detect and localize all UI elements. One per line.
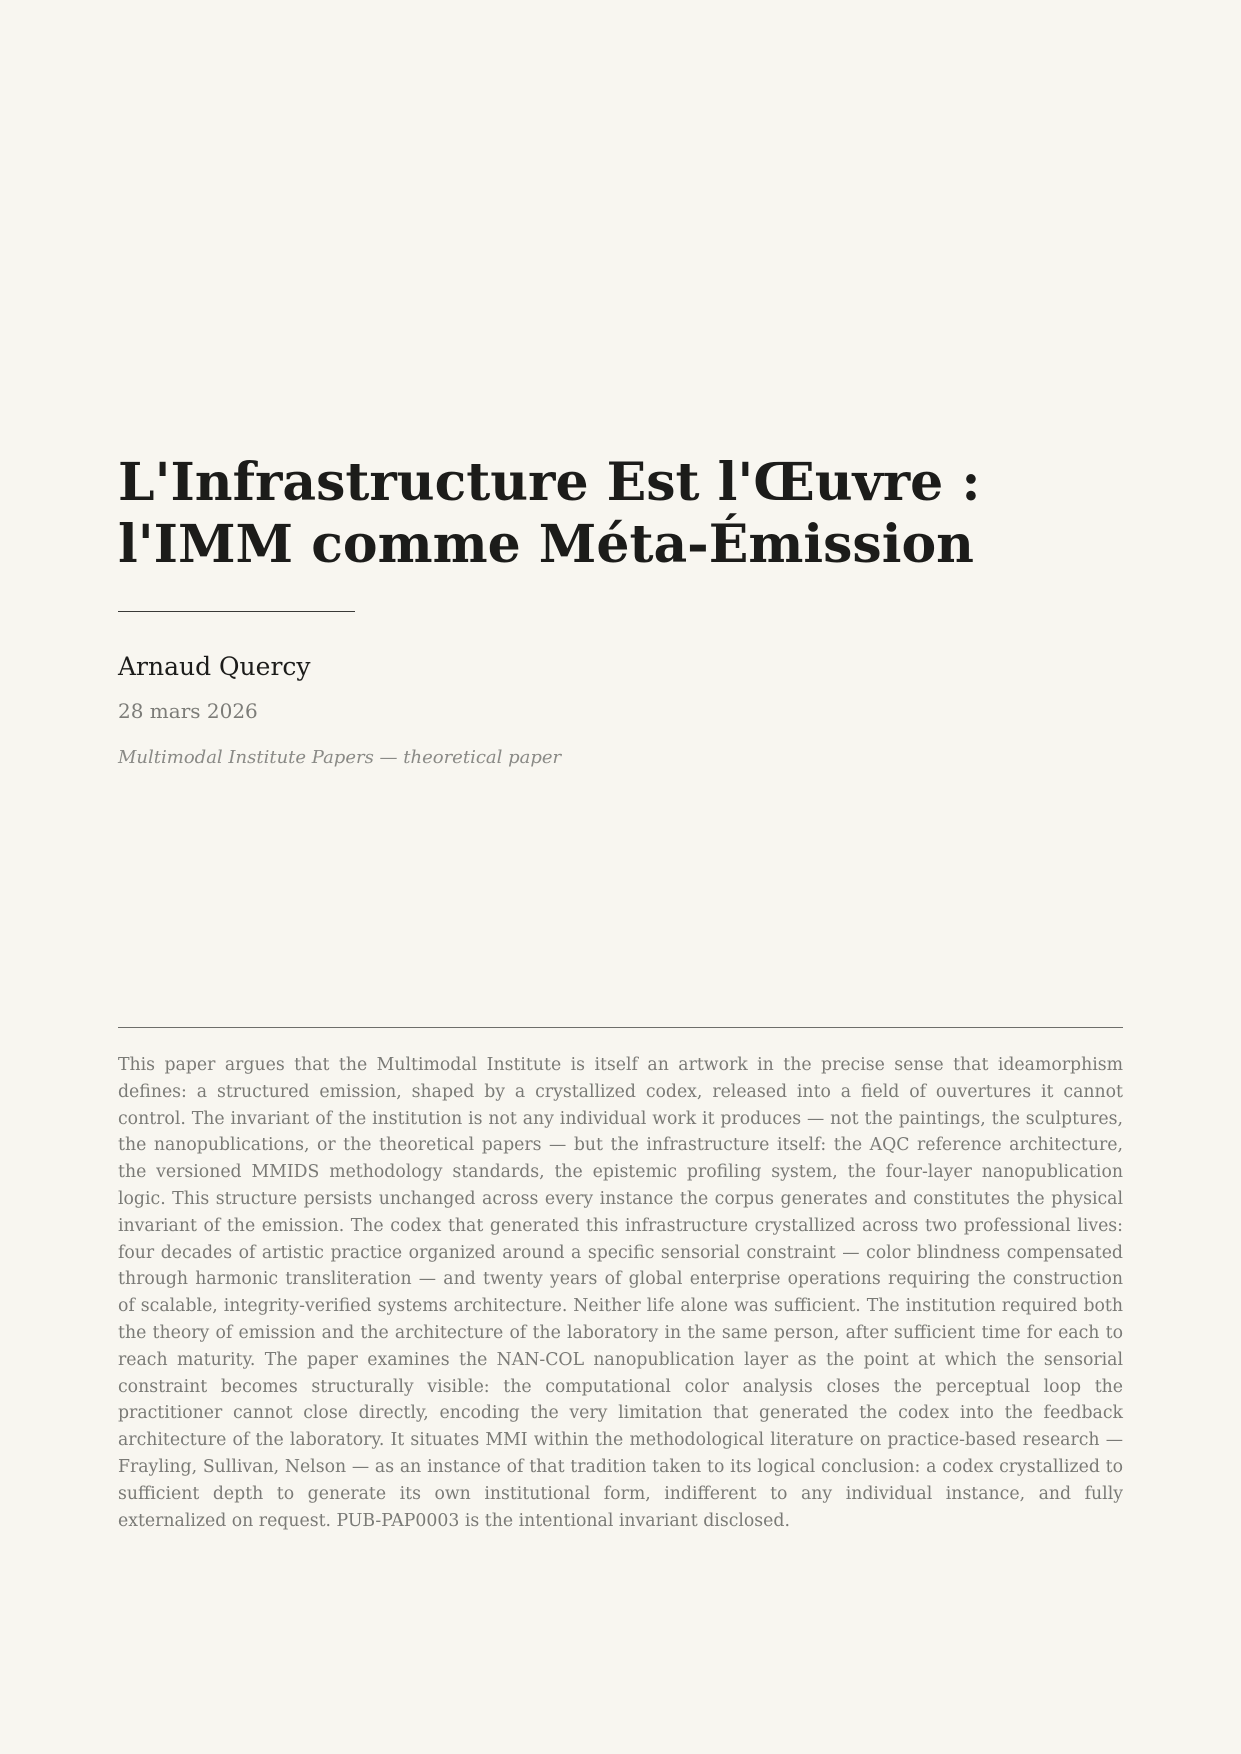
paper-title-line-2: l'IMM comme Méta-Émission bbox=[118, 514, 974, 575]
publication-date: 28 mars 2026 bbox=[118, 699, 258, 723]
paper-title-line-1: L'Infrastructure Est l'Œuvre : bbox=[118, 452, 981, 513]
paper-title bbox=[118, 452, 1128, 576]
author-name: Arnaud Quercy bbox=[118, 652, 311, 681]
abstract-text: This paper argues that the Multimodal Institute is itself an artwork in the precise sense that ideamorphism defines: a structured emission, shaped by a crystallized codex, released into a field of ouvertures it cannot control. The invariant of the institution is not any individual work it produces — not the paintings, the sculptures, the nanopublications, or the theoretical papers — but the infrastructure itself: the AQC reference architecture, the versioned MMIDS methodology standards, the epistemic profiling system, the four-layer nanopublication logic. This structure persists unchanged across every instance the corpus generates and constitutes the physical invariant of the emission. The codex that generated this infrastructure crystallized across two professional lives: four decades of artistic practice organized around a specific sensorial constraint — color blindness compensated through harmonic transliteration — and twenty years of global enterprise operations requiring the construction of scalable, integrity-verified systems architecture. Neither life alone was sufficient. The institution required both the theory of emission and the architecture of the laboratory in the same person, after sufficient time for each to reach maturity. The paper examines the NAN-COL nanopublication layer as the point at which the sensorial constraint becomes structurally visible: the computational color analysis closes the perceptual loop the practitioner cannot close directly, encoding the very limitation that generated the codex into the feedback architecture of the laboratory. It situates MMI within the methodological literature on practice-based research — Frayling, Sullivan, Nelson — as an instance of that tradition taken to its logical conclusion: a codex crystallized to sufficient depth to generate its own institutional form, indifferent to any individual instance, and fully externalized on request. PUB-PAP0003 is the intentional invariant disclosed. bbox=[118, 1055, 1123, 1531]
title-divider bbox=[118, 611, 355, 612]
series-label: Multimodal Institute Papers — theoretical paper bbox=[118, 747, 562, 768]
abstract-divider bbox=[118, 1027, 1123, 1028]
